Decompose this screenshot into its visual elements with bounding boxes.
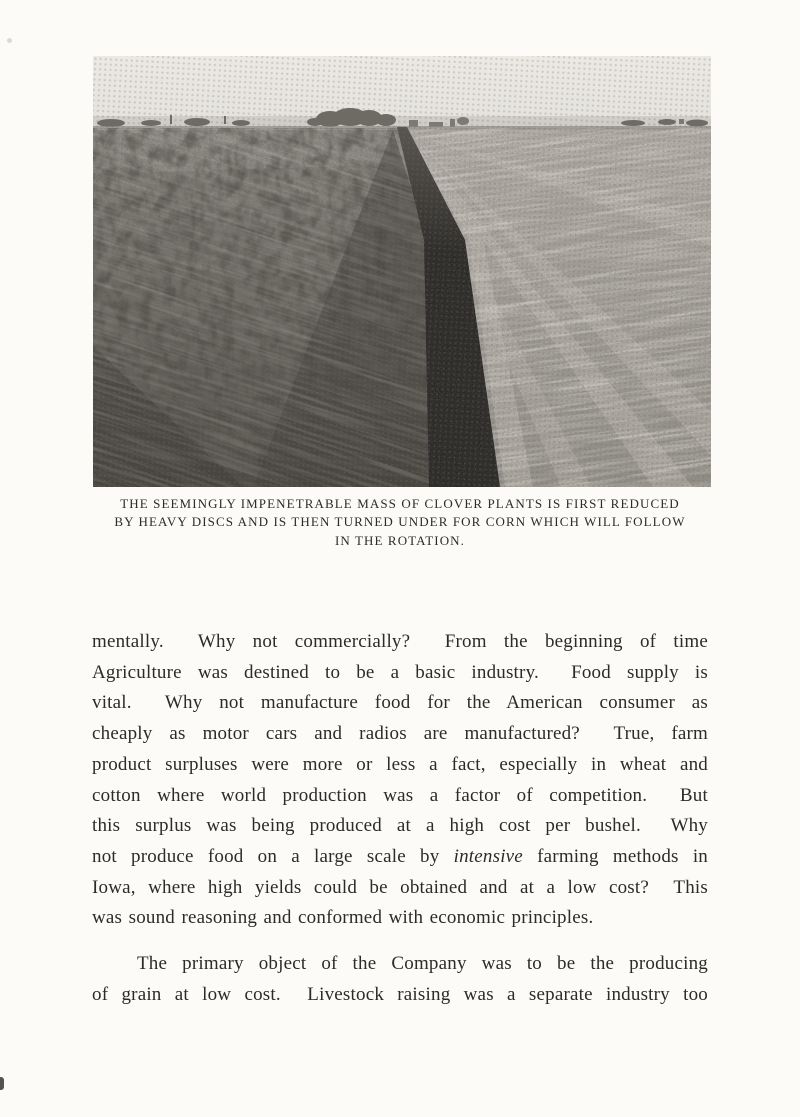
text-segment: of grain at low cost. Livestock raising was a separate industry too: [92, 983, 708, 1005]
paragraph: [92, 627, 708, 934]
text-line: [92, 781, 708, 812]
caption-line: THE SEEMINGLY IMPENETRABLE MASS OF CLOVER PLANTS IS FIRST REDUCED: [120, 496, 680, 511]
photo-caption: [80, 495, 720, 550]
text-line: [92, 688, 708, 719]
halftone-overlay: [93, 56, 711, 487]
text-line: [92, 842, 708, 873]
text-segment: was sound reasoning and conformed with economic principles.: [92, 907, 594, 929]
text-line: [92, 750, 708, 781]
text-segment: Agriculture was destined to be a basic industry. Food supply is: [92, 661, 708, 683]
text-line: [92, 719, 708, 750]
paragraph: [92, 949, 708, 1010]
photo-figure: [93, 56, 711, 487]
text-segment: mentally. Why not commercially? From the beginning of time: [92, 631, 708, 652]
text-line: [92, 903, 708, 934]
scan-artifact: [0, 1077, 4, 1090]
text-line: [92, 627, 708, 658]
caption-line: IN THE ROTATION.: [334, 532, 466, 548]
text-line: [92, 658, 708, 689]
text-segment: cheaply as motor cars and radios are manufactured? True, farm: [92, 723, 708, 745]
text-segment: not produce food on a large scale by: [92, 845, 454, 867]
scan-artifact: [7, 38, 12, 43]
text-line: [92, 811, 708, 842]
text-segment: product surpluses were more or less a fact, especially in wheat and: [92, 753, 708, 775]
text-segment: cotton where world production was a factor of competition. But: [92, 784, 708, 806]
text-line: [92, 949, 708, 980]
text-segment: vital. Why not manufacture food for the American consumer as: [92, 692, 708, 714]
text-line: [92, 873, 708, 904]
field-photo: [93, 56, 711, 487]
text-segment: Iowa, where high yields could be obtained and at a low cost? This: [92, 876, 708, 898]
text-segment: farming methods in: [522, 845, 709, 867]
text-line: [92, 980, 708, 1011]
text-segment: this surplus was being produced at a high cost per bushel. Why: [92, 815, 708, 837]
caption-line: BY HEAVY DISCS AND IS THEN TURNED UNDER FOR CORN WHICH WILL FOLLOW: [114, 514, 686, 530]
body-text: [92, 627, 708, 1010]
text-segment: The primary object of the Company was to be the producing: [137, 953, 708, 975]
italic-text: intensive: [453, 845, 523, 867]
